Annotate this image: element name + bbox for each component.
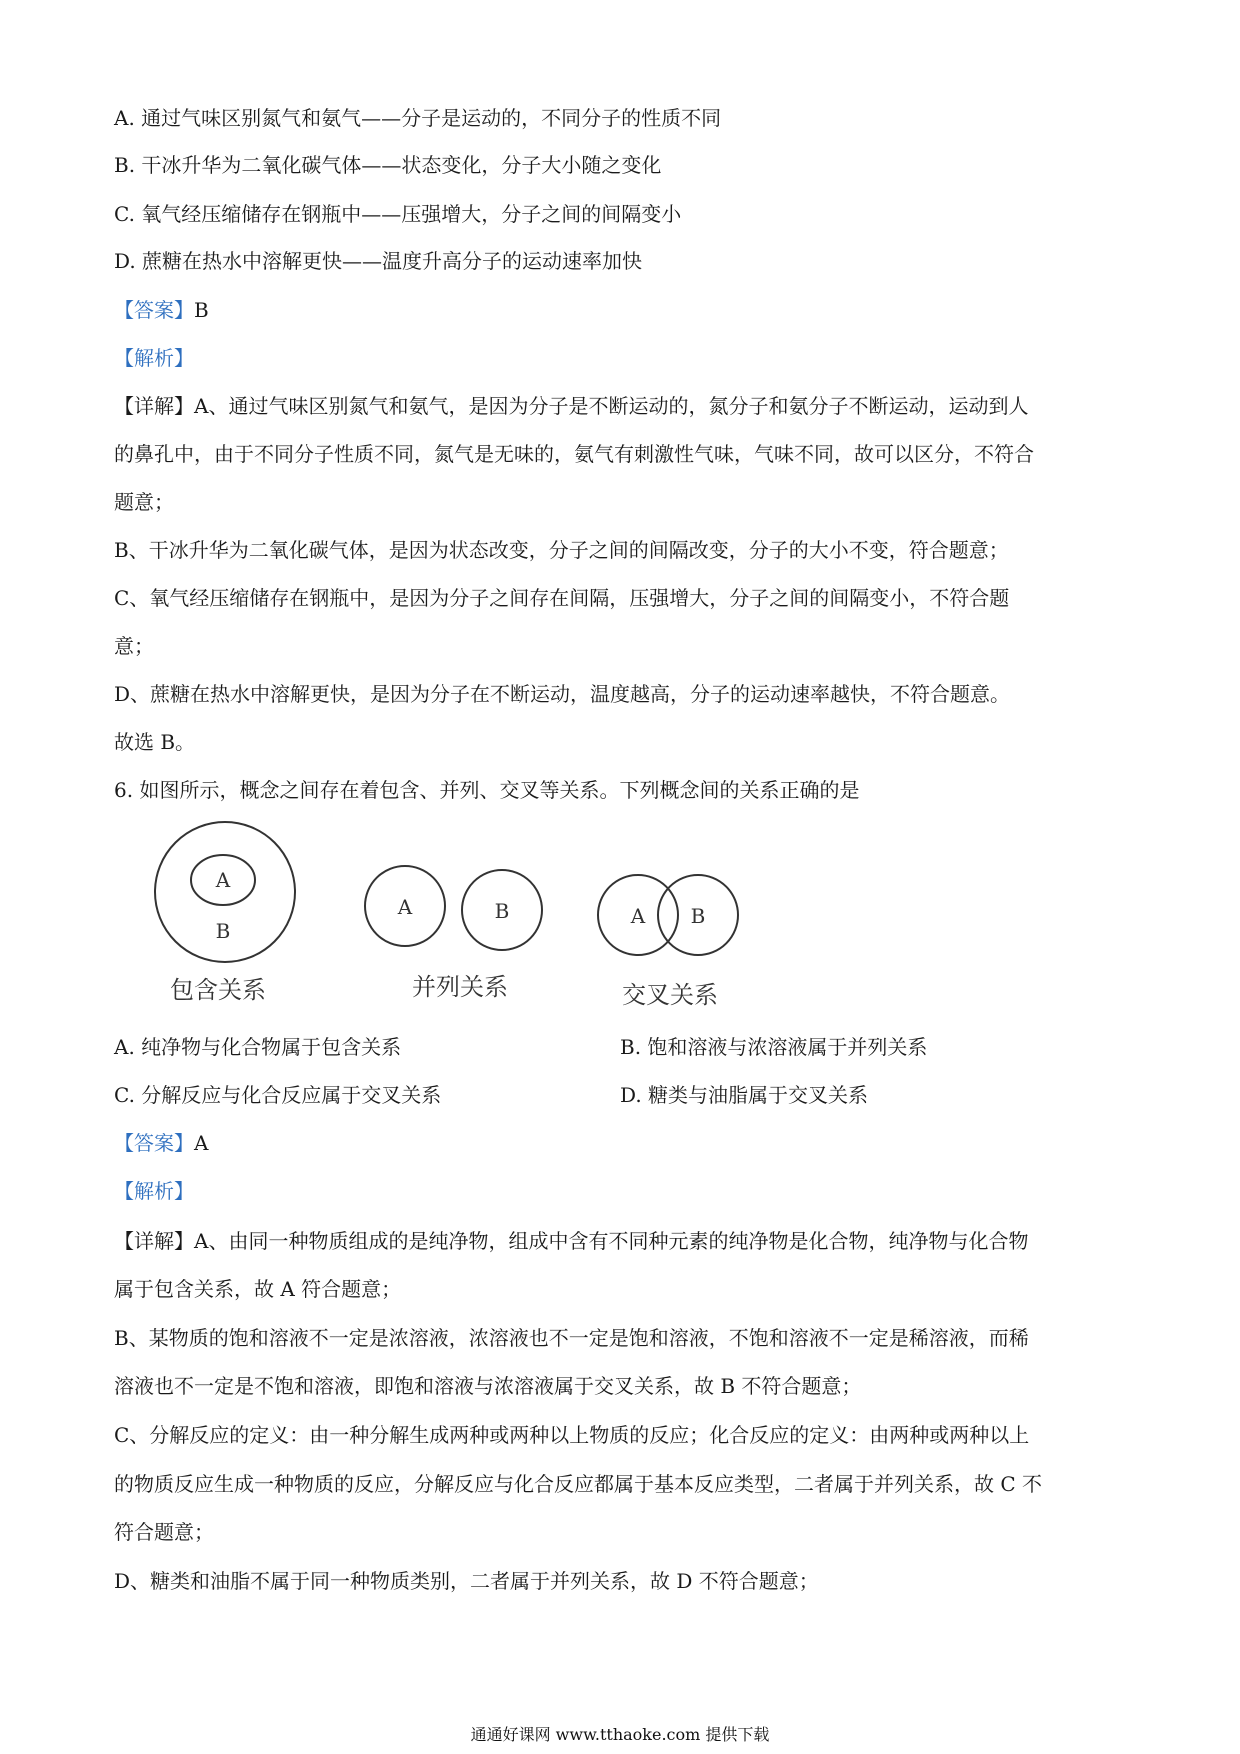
detail-line: B、某物质的饱和溶液不一定是浓溶液，浓溶液也不一定是饱和溶液，不饱和溶液不一定是稀溶液，而稀 <box>114 1326 1029 1350</box>
left-label: A <box>397 895 413 919</box>
detail-line: D、糖类和油脂不属于同一种物质类别，二者属于并列关系，故 D 不符合题意； <box>114 1569 819 1593</box>
right-label: B <box>690 904 706 928</box>
option-c: C. 分解反应与化合反应属于交叉关系 <box>114 1083 442 1107</box>
detail-line <box>114 391 1028 421</box>
detail-line: 溶液也不一定是不饱和溶液，即饱和溶液与浓溶液属于交叉关系，故 B 不符合题意； <box>114 1374 862 1398</box>
detail-line: 意； <box>114 634 154 658</box>
detail-line: 题意； <box>114 490 174 514</box>
option-b-prev: B. 干冰升华为二氧化碳气体——状态变化，分子大小随之变化 <box>114 153 662 177</box>
detail-line: 故选 B。 <box>114 730 196 754</box>
answer-line-q6 <box>114 1128 208 1158</box>
detail-line: 符合题意； <box>114 1520 214 1544</box>
outer-label: B <box>215 919 231 943</box>
detail-line: B、干冰升华为二氧化碳气体，是因为状态改变，分子之间的间隔改变，分子的大小不变，符合题意； <box>114 538 1009 562</box>
detail-line: 的鼻孔中，由于不同分子性质不同，氮气是无味的，氨气有刺激性气味，气味不同，故可以区分，不符合 <box>114 442 1034 466</box>
right-label: B <box>494 899 510 923</box>
detail-line: 的物质反应生成一种物质的反应，分解反应与化合反应都属于基本反应类型，二者属于并列关系，故 C 不 <box>114 1472 1043 1496</box>
detail-text: A、通过气味区别氮气和氨气，是因为分子是不断运动的，氮分子和氨分子不断运动，运动到人 <box>194 394 1029 418</box>
option-d: D. 糖类与油脂属于交叉关系 <box>620 1083 869 1107</box>
option-a: A. 纯净物与化合物属于包含关系 <box>114 1035 402 1059</box>
detail-line: 属于包含关系，故 A 符合题意； <box>114 1277 402 1301</box>
diagram-caption: 并列关系 <box>412 973 508 1001</box>
option-c-prev: C. 氧气经压缩储存在钢瓶中——压强增大，分子之间的间隔变小 <box>114 202 682 226</box>
detail-text: A、由同一种物质组成的是纯净物，组成中含有不同种元素的纯净物是化合物，纯净物与化合物 <box>194 1229 1029 1253</box>
option-a-prev: A. 通过气味区别氮气和氨气——分子是运动的，不同分子的性质不同 <box>114 106 722 130</box>
parallel-diagram <box>360 860 550 1015</box>
answer-tag: 【答案】 <box>114 1131 194 1155</box>
analysis-tag-q5: 【解析】 <box>114 346 194 370</box>
cross-diagram <box>595 870 755 1020</box>
detail-tag: 【详解】 <box>114 394 194 418</box>
inner-label: A <box>215 868 231 892</box>
detail-tag: 【详解】 <box>114 1229 194 1253</box>
detail-line: C、氧气经压缩储存在钢瓶中，是因为分子之间存在间隔，压强增大，分子之间的间隔变小，不符合题 <box>114 586 1010 610</box>
detail-line <box>114 1226 1028 1256</box>
page-footer: 通通好课网 www.tthaoke.com 提供下载 <box>470 1725 770 1744</box>
answer-value: B <box>194 298 209 322</box>
detail-line: C、分解反应的定义：由一种分解生成两种或两种以上物质的反应；化合反应的定义：由两种或两种以上 <box>114 1423 1030 1447</box>
answer-value: A <box>194 1131 209 1155</box>
option-b: B. 饱和溶液与浓溶液属于并列关系 <box>620 1035 928 1059</box>
option-d-prev: D. 蔗糖在热水中溶解更快——温度升高分子的运动速率加快 <box>114 249 643 273</box>
detail-line: D、蔗糖在热水中溶解更快，是因为分子在不断运动，温度越高，分子的运动速率越快，不符合题意。 <box>114 682 1011 706</box>
diagram-caption: 交叉关系 <box>622 981 718 1009</box>
answer-tag: 【答案】 <box>114 298 194 322</box>
analysis-tag-q6: 【解析】 <box>114 1179 194 1203</box>
inclusion-diagram <box>150 820 310 1015</box>
left-label: A <box>630 904 646 928</box>
diagram-caption: 包含关系 <box>170 976 266 1004</box>
answer-line-q5 <box>114 295 209 325</box>
question-stem: 6. 如图所示，概念之间存在着包含、并列、交叉等关系。下列概念间的关系正确的是 <box>114 778 860 802</box>
